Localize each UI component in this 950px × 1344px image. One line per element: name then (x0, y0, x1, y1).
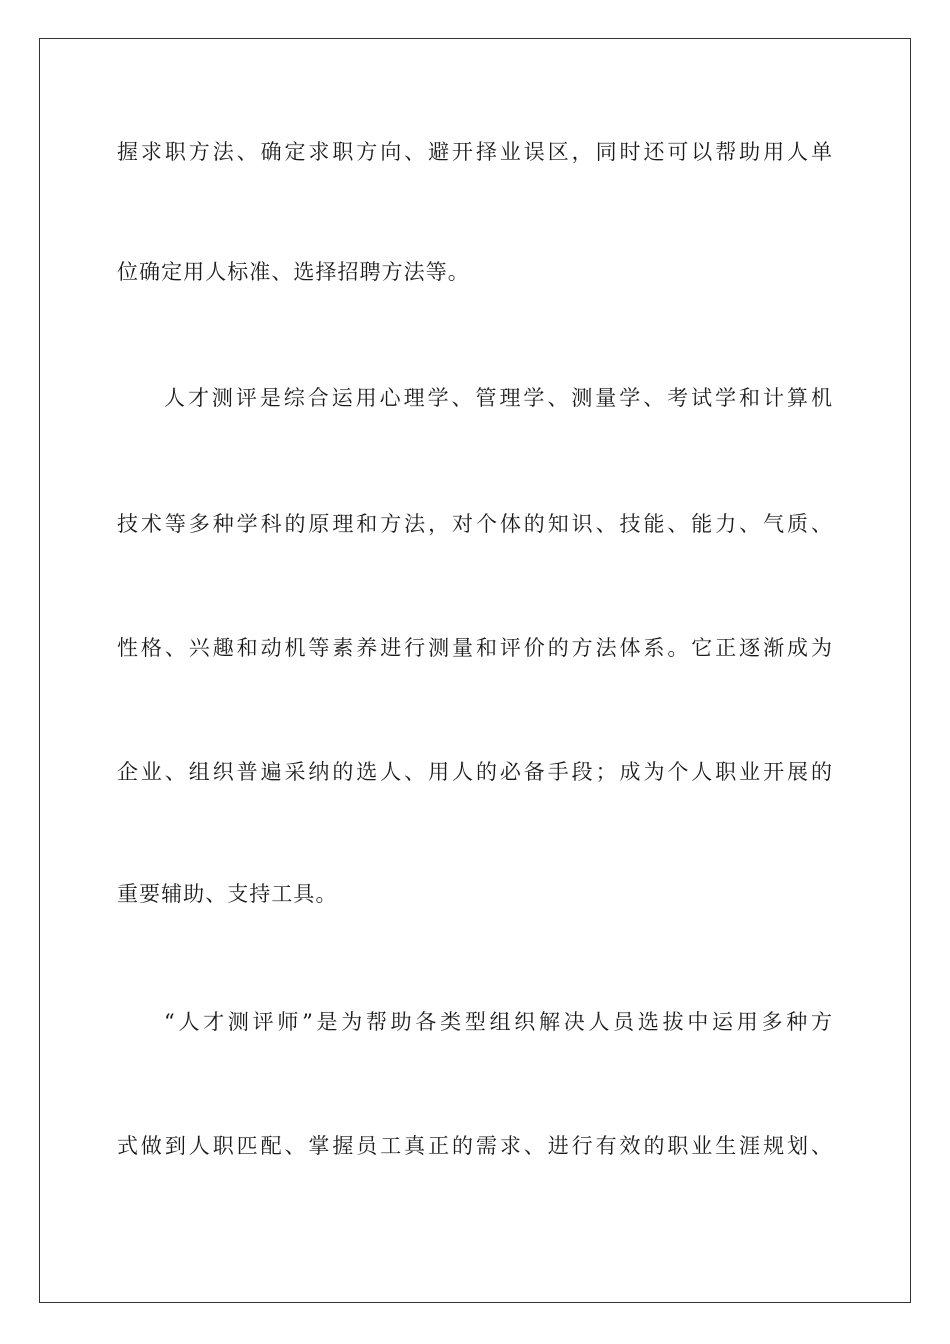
page-border (39, 38, 911, 1303)
paragraph-line: 式做到人职匹配、掌握员工真正的需求、进行有效的职业生涯规划、 (117, 1134, 833, 1158)
paragraph-line: “人才测评师”是为帮助各类型组织解决人员选拔中运用多种方 (164, 1010, 833, 1034)
paragraph-line: 重要辅助、支持工具。 (117, 882, 338, 906)
paragraph-line: 企业、组织普遍采纳的选人、用人的必备手段；成为个人职业开展的 (117, 760, 833, 784)
paragraph-line: 性格、兴趣和动机等素养进行测量和评价的方法体系。它正逐渐成为 (117, 636, 833, 660)
paragraph-line: 人才测评是综合运用心理学、管理学、测量学、考试学和计算机 (164, 386, 833, 410)
paragraph-line: 技术等多种学科的原理和方法，对个体的知识、技能、能力、气质、 (117, 512, 833, 536)
paragraph-line: 握求职方法、确定求职方向、避开择业误区，同时还可以帮助用人单 (117, 140, 833, 164)
paragraph-line: 位确定用人标准、选择招聘方法等。 (117, 260, 470, 284)
